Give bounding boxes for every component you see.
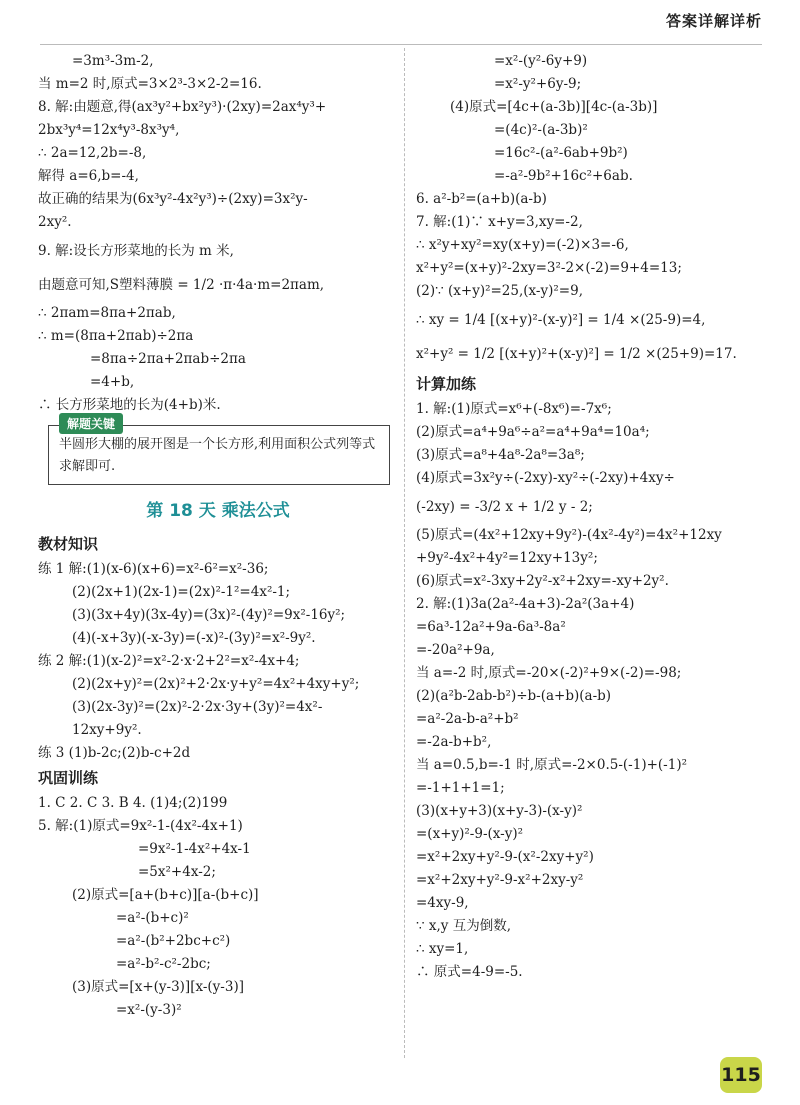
line: 1. 解:(1)原式=x⁶+(-8x⁶)=-7x⁶;: [416, 401, 612, 417]
line: =x²+2xy+y²-9-(x²-2xy+y²): [416, 849, 594, 865]
line: 由题意可知,S塑料薄膜 = 1/2 ·π·4a·m=2πam,: [38, 277, 325, 293]
line: 练 2 解:(1)(x-2)²=x²-2·x·2+2²=x²-4x+4;: [38, 653, 300, 669]
line: =9x²-1-4x²+4x-1: [138, 841, 251, 857]
line: =x²+2xy+y²-9-x²+2xy-y²: [416, 872, 584, 888]
tip-box: [48, 417, 390, 485]
line: ∴ x²y+xy²=xy(x+y)=(-2)×3=-6,: [416, 237, 629, 253]
header-divider: [40, 44, 762, 45]
line: 练 3 (1)b-2c;(2)b-c+2d: [38, 745, 191, 761]
right-column: [416, 50, 766, 984]
line: =a²-2a-b-a²+b²: [416, 711, 519, 727]
line: (3)(3x+4y)(3x-4y)=(3x)²-(4y)²=9x²-16y²;: [72, 607, 346, 623]
line: 2xy².: [38, 214, 72, 230]
line: =4+b,: [90, 374, 135, 390]
line: (4)(-x+3y)(-x-3y)=(-x)²-(3y)²=x²-9y².: [72, 630, 316, 646]
line: 2. 解:(1)3a(2a²-4a+3)-2a²(3a+4): [416, 596, 635, 612]
line: =(x+y)²-9-(x-y)²: [416, 826, 524, 842]
line: (2)(2x+y)²=(2x)²+2·2x·y+y²=4x²+4xy+y²;: [72, 676, 360, 692]
line: 当 m=2 时,原式=3×2³-3×2-2=16.: [38, 76, 262, 92]
line: =a²-(b²+2bc+c²): [116, 933, 231, 949]
line: =-2a-b+b²,: [416, 734, 492, 750]
line: ∴ 长方形菜地的长为(4+b)米.: [38, 397, 221, 413]
section-title: 教材知识: [38, 535, 99, 553]
line: (4)原式=[4c+(a-3b)][4c-(a-3b)]: [450, 99, 658, 115]
line: 当 a=-2 时,原式=-20×(-2)²+9×(-2)=-98;: [416, 665, 682, 681]
line: =4xy-9,: [416, 895, 469, 911]
line: ∵ x,y 互为倒数,: [416, 918, 511, 934]
line: =6a³-12a²+9a-6a³-8a²: [416, 619, 566, 635]
page-number: 115: [720, 1057, 762, 1093]
line: (2)∵ (x+y)²=25,(x-y)²=9,: [416, 283, 583, 299]
header-title: 答案详解详析: [665, 12, 762, 30]
line: (2)(a²b-2ab-b²)÷b-(a+b)(a-b): [416, 688, 612, 704]
line: 2bx³y⁴=12x⁴y³-8x³y⁴,: [38, 122, 180, 138]
section-title: 巩固训练: [38, 769, 99, 787]
line: 7. 解:(1)∵ x+y=3,xy=-2,: [416, 214, 583, 230]
line: x²+y²=(x+y)²-2xy=3²-2×(-2)=9+4=13;: [416, 260, 682, 276]
line: =3m³-3m-2,: [72, 53, 154, 69]
section-title: 计算加练: [416, 375, 477, 393]
line: (3)原式=a⁸+4a⁸-2a⁸=3a⁸;: [416, 447, 585, 463]
line: (2)(2x+1)(2x-1)=(2x)²-1²=4x²-1;: [72, 584, 291, 600]
line: ∴ 2a=12,2b=-8,: [38, 145, 147, 161]
line: ∴ 2πam=8πa+2πab,: [38, 305, 176, 321]
line: (3)原式=[x+(y-3)][x-(y-3)]: [72, 979, 244, 995]
line: 12xy+9y².: [72, 722, 142, 738]
tip-badge: 解题关键: [59, 413, 123, 434]
line: (-2xy) = -3/2 x + 1/2 y - 2;: [416, 499, 593, 515]
line: =a²-b²-c²-2bc;: [116, 956, 211, 972]
line: =-1+1+1=1;: [416, 780, 505, 796]
line: 5. 解:(1)原式=9x²-1-(4x²-4x+1): [38, 818, 243, 834]
line: (2)原式=a⁴+9a⁶÷a²=a⁴+9a⁴=10a⁴;: [416, 424, 650, 440]
line: 9. 解:设长方形菜地的长为 m 米,: [38, 243, 234, 259]
left-column: [38, 50, 398, 1022]
line: ∴ xy=1,: [416, 941, 469, 957]
line: =-20a²+9a,: [416, 642, 495, 658]
line: 练 1 解:(1)(x-6)(x+6)=x²-6²=x²-36;: [38, 561, 269, 577]
line: (5)原式=(4x²+12xy+9y²)-(4x²-4y²)=4x²+12xy: [416, 527, 722, 543]
line: =x²-y²+6y-9;: [494, 76, 582, 92]
line: =(4c)²-(a-3b)²: [494, 122, 588, 138]
line: (3)(2x-3y)²=(2x)²-2·2x·3y+(3y)²=4x²-: [72, 699, 323, 715]
column-divider: [404, 48, 405, 1058]
line: =16c²-(a²-6ab+9b²): [494, 145, 628, 161]
line: =a²-(b+c)²: [116, 910, 189, 926]
line: =5x²+4x-2;: [138, 864, 216, 880]
line: =-a²-9b²+16c²+6ab.: [494, 168, 633, 184]
line: ∴ xy = 1/4 [(x+y)²-(x-y)²] = 1/4 ×(25-9)=4,: [416, 312, 706, 328]
line: =x²-(y-3)²: [116, 1002, 182, 1018]
line: =8πa÷2πa+2πab÷2πa: [90, 351, 246, 367]
line: 6. a²-b²=(a+b)(a-b): [416, 191, 547, 207]
line: 当 a=0.5,b=-1 时,原式=-2×0.5-(-1)+(-1)²: [416, 757, 687, 773]
line: (3)(x+y+3)(x+y-3)-(x-y)²: [416, 803, 583, 819]
line: ∴ 原式=4-9=-5.: [416, 964, 523, 980]
line: +9y²-4x²+4y²=12xy+13y²;: [416, 550, 598, 566]
tip-text: 半圆形大棚的展开图是一个长方形,利用面积公式列等式求解即可.: [59, 437, 376, 474]
line: 故正确的结果为(6x³y²-4x²y³)÷(2xy)=3x²y-: [38, 191, 308, 207]
line: x²+y² = 1/2 [(x+y)²+(x-y)²] = 1/2 ×(25+9)=17.: [416, 346, 737, 362]
line: 解得 a=6,b=-4,: [38, 168, 139, 184]
day-title: 第 18 天 乘法公式: [146, 501, 290, 521]
line: 1. C 2. C 3. B 4. (1)4;(2)199: [38, 795, 228, 811]
line: (4)原式=3x²y÷(-2xy)-xy²÷(-2xy)+4xy÷: [416, 470, 675, 486]
line: ∴ m=(8πa+2πab)÷2πa: [38, 328, 194, 344]
line: =x²-(y²-6y+9): [494, 53, 588, 69]
line: (2)原式=[a+(b+c)][a-(b+c)]: [72, 887, 259, 903]
line: 8. 解:由题意,得(ax³y²+bx²y³)·(2xy)=2ax⁴y³+: [38, 99, 327, 115]
line: (6)原式=x²-3xy+2y²-x²+2xy=-xy+2y².: [416, 573, 669, 589]
